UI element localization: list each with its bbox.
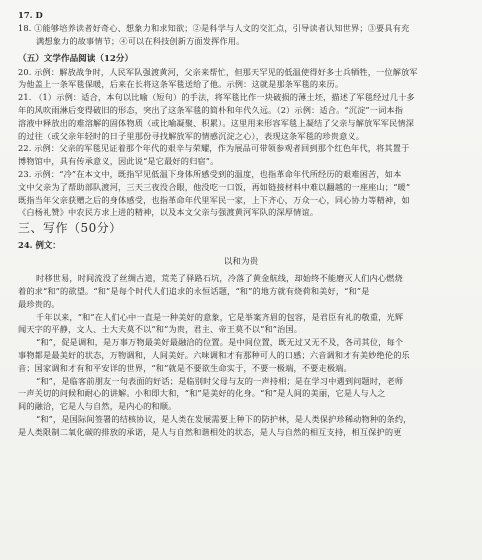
essay-title: 以和为贵 — [223, 257, 259, 268]
answer-23-line-3: 既指当年父亲获赠之后的身体感受，也指革命年代里军民一家，上下齐心，万众一心，同心协力等精神，如 — [18, 194, 410, 205]
answer-21-line-3: 溶液中释放出的难溶解的固体物质（或比喻凝聚、积累）。这里用来形容军毯上凝结了父亲与解放军军民情深 — [18, 117, 415, 128]
answer-22-line-1: 22. 示例：父亲的军毯见证着那个年代的艰辛与荣耀，作为展品可带领参观者回到那个红色年代，将其置于 — [18, 143, 410, 154]
essay-para-3-line-3: 音；国家调和才有和平安详的世界，“和”就是不要欲生命实于，不要一极端，不要走极端。 — [18, 362, 352, 373]
essay-para-1-line-1: 时移世易，时间流没了丝绸古道，荒芜了驿路石坑，冷落了黄金航线，却始终不能磨灭人们内心燃烧 — [36, 273, 403, 284]
answer-21-line-2: 年的风吹雨淋后变得破旧的形态，突出了这条军毯的简朴和年代久远。（2）示例：适合。“沉淀”一词本指 — [18, 104, 404, 115]
essay-para-1-line-3: 最珍贵的。 — [18, 298, 60, 309]
essay-para-3-line-1: “和”，促是调和，是万事万物最美好最融洽的位置。是中间位置，既无过又无不及，各司其位，每个 — [36, 337, 404, 348]
essay-para-5-line-1: “和”，是国际间签署的结核协议，是人类在发展需要上种下的防护林，是人类保护珍稀动物种的条约， — [36, 413, 412, 424]
essay-para-2-line-2: 闻天字的平静，文人、士大夫莫不以“和”为贵，君主、帝王莫不以“和”治国。 — [18, 324, 303, 335]
essay-para-2-line-1: 千年以来，“和”在人们心中一直是一种美好的意象，它是举案齐眉的包容，是君臣有礼的敬重，光辉 — [36, 311, 404, 322]
answer-18-line-2: 满想象力的故事情节；④可以在科技创新方面发挥作用。 — [36, 35, 245, 46]
answer-21-line-4: 的过往（或父亲年轻时的日子里那份寻找解放军的情感沉淀之心），表现这条军毯的珍贵意义。 — [18, 130, 365, 141]
essay-para-4-line-2: 一声关切的问候和耐心的讲解。小和即大和，“和”是美好的化身。“和”是人间的美丽，它是人与人之 — [18, 388, 386, 399]
answer-17: 17. D — [18, 10, 43, 20]
answer-20-line-2: 为他盖上一条军毯保暖，后来在长将这条军毯送给了他。示例：这就是那条军毯的来历。 — [18, 79, 344, 90]
section-three-title: 三、写作（50分） — [18, 221, 122, 236]
essay-para-5-line-2: 是人类限制二氧化碳的排放的承诺，是人与自然和谐相处的状态，是人与自然的相互支持，相互保护的更 — [18, 426, 402, 437]
essay-para-4-line-1: “和”，是临客前朋友一句表面的好话；是临别时父母与友的一声持相；是在学习中遇到问题时，老师 — [36, 375, 404, 386]
answer-22-line-2: 博物馆中，具有传承意义，因此说“是它最好的归宿”。 — [18, 156, 219, 167]
answer-18-line-1: 18. ①能够培养读者好奇心、想象力和求知欲；②是科学与人文的交汇点，引导读者认知世界；③要具有充 — [18, 23, 410, 33]
answer-24-label: 24. 例文： — [18, 240, 61, 251]
essay-para-4-line-3: 间的融洽，它是人与自然，是内心的和顺。 — [18, 401, 177, 412]
essay-para-3-line-2: 事物都是最美好的状态，万物调和，人间美好。六味调和才有那种可人的口感；六音调和才有美妙绝伦的乐 — [18, 349, 410, 360]
answer-23-line-1: 23. 示例：“冷”在本文中，既指罕见低温下身体所感受到的温度，也指革命年代所经历的艰难困苦，如本 — [18, 168, 402, 179]
answer-23-line-4: 《白杨礼赞》中农民方求上进的精神，以及本文父亲与强渡黄河军队的深厚情谊。 — [18, 207, 319, 218]
essay-para-1-line-2: 着的求“和”的欲望。“和”是每个时代人们追求的永恒话题，“和”的地方就有烧荷和美好，“和”是 — [18, 285, 370, 296]
answer-20-line-1: 20. 示例：解放战争时，人民军队强渡黄河，父亲来帮忙，但那天罕见的低温使得好多士兵牺牲，一位解放军 — [18, 66, 418, 77]
document-body — [18, 8, 464, 439]
answer-21-line-1: 21. （1）示例：适合，本句以比喻（短句）的手法，将军毯比作一块破损的薄土坯，描述了军毯经过几十多 — [18, 92, 415, 103]
section-five-title: （五）文学作品阅读（12分） — [18, 53, 134, 64]
answer-23-line-2: 文中父亲为了帮助部队渡河，三天三夜没合眼，他没吃一口饭，再如链接材料中难以翻越的一座座山；“暖” — [18, 181, 411, 192]
